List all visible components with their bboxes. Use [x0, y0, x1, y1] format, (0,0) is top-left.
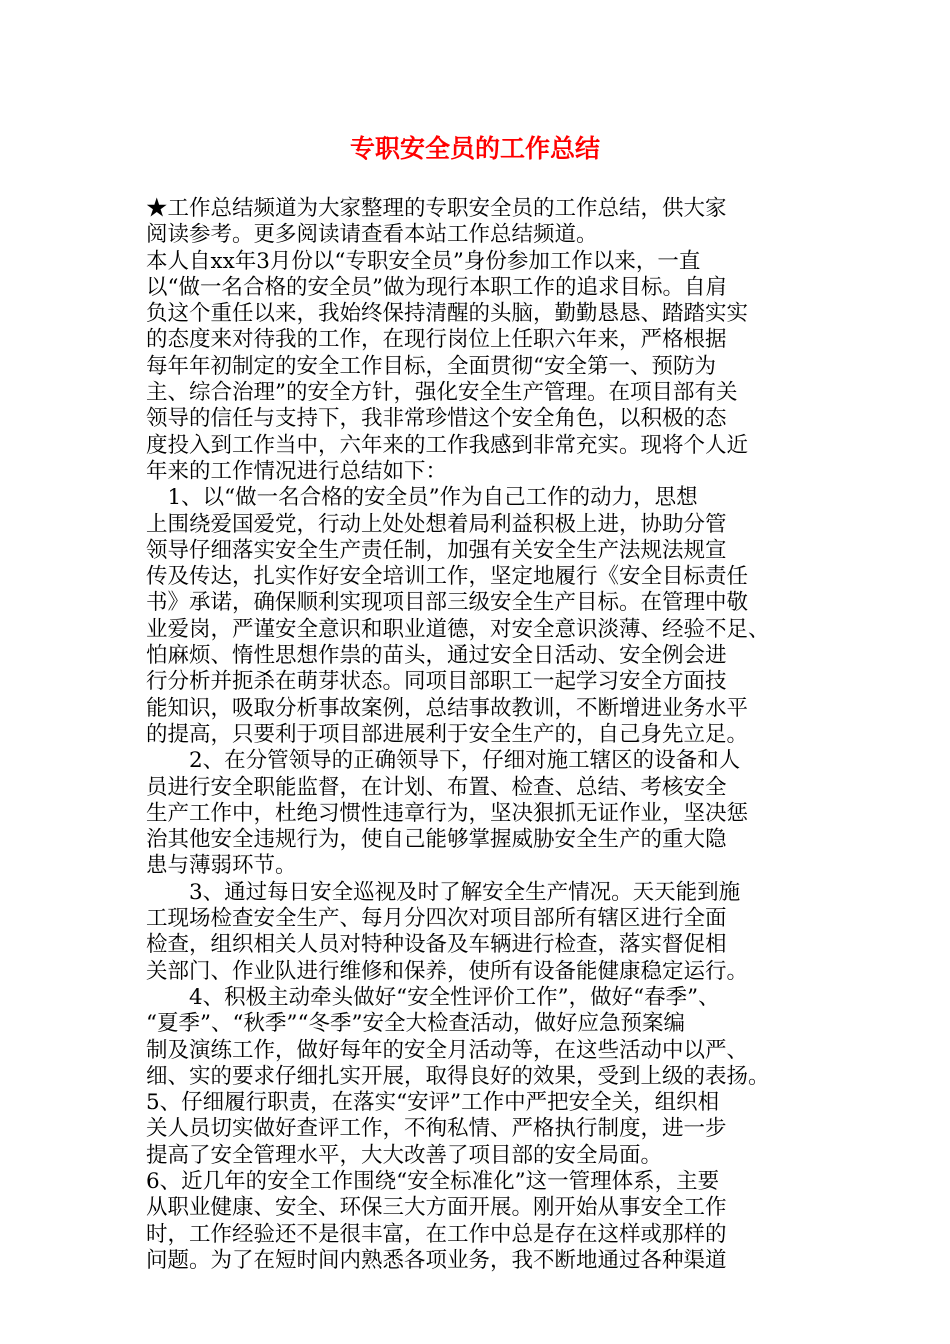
text-line: 6、近几年的安全工作围绕“安全标准化”这一管理体系，主要	[146, 1168, 720, 1194]
text-line: 领导仔细落实安全生产责任制，加强有关安全生产法规法规宣	[146, 537, 727, 563]
text-line: 提高了安全管理水平，大大改善了项目部的安全局面。	[146, 1142, 663, 1168]
text-line: 生产工作中，杜绝习惯性违章行为，坚决狠抓无证作业，坚决惩	[146, 800, 749, 826]
text-line: 怕麻烦、惰性思想作祟的苗头，通过安全日活动、安全例会进	[146, 643, 727, 669]
text-line: 细、实的要求仔细扎实开展，取得良好的效果，受到上级的表扬。	[146, 1063, 770, 1089]
text-line: 上围绕爱国爱党，行动上处处想着局利益积极上进，协助分管	[146, 511, 727, 537]
text-line: 阅读参考。更多阅读请查看本站工作总结频道。	[146, 222, 598, 248]
text-line: 检查，组织相关人员对特种设备及车辆进行检查，落实督促相	[146, 932, 727, 958]
document-body	[146, 196, 816, 1274]
text-line: 以“做一名合格的安全员”做为现行本职工作的追求目标。自肩	[146, 274, 727, 300]
text-line: 每年年初制定的安全工作目标，全面贯彻“安全第一、预防为	[146, 353, 716, 379]
text-line: 2、在分管领导的正确领导下，仔细对施工辖区的设备和人	[146, 748, 741, 774]
text-line: 行分析并扼杀在萌芽状态。同项目部职工一起学习安全方面技	[146, 669, 727, 695]
text-line: 领导的信任与支持下，我非常珍惜这个安全角色，以积极的态	[146, 406, 727, 432]
text-line: 5、仔细履行职责，在落实“安评”工作中严把安全关，组织相	[146, 1090, 720, 1116]
text-line: 从职业健康、安全、环保三大方面开展。刚开始从事安全工作	[146, 1195, 727, 1221]
text-line: 负这个重任以来，我始终保持清醒的头脑，勤勤恳恳、踏踏实实	[146, 301, 749, 327]
text-line: 能知识，吸取分析事故案例，总结事故教训，不断增进业务水平	[146, 695, 749, 721]
text-line: 治其他安全违规行为，使自己能够掌握威胁安全生产的重大隐	[146, 827, 727, 853]
text-line: 业爱岗，严谨安全意识和职业道德，对安全意识淡薄、经验不足、	[146, 616, 770, 642]
text-line: 传及传达，扎实作好安全培训工作，坚定地履行《安全目标责任	[146, 564, 749, 590]
text-line: 度投入到工作当中，六年来的工作我感到非常充实。现将个人近	[146, 432, 749, 458]
text-line: 1、以“做一名合格的安全员”作为自己工作的动力，思想	[146, 485, 698, 511]
text-line: ★工作总结频道为大家整理的专职安全员的工作总结，供大家	[146, 196, 727, 221]
text-line: 制及演练工作，做好每年的安全月活动等，在这些活动中以严、	[146, 1037, 749, 1063]
text-line: 4、积极主动牵头做好“安全性评价工作”，做好“春季”、	[146, 984, 720, 1010]
text-line: 的态度来对待我的工作，在现行岗位上任职六年来，严格根据	[146, 327, 727, 353]
text-line: 3、通过每日安全巡视及时了解安全生产情况。天天能到施	[146, 879, 741, 905]
text-line: 书》承诺，确保顺利实现项目部三级安全生产目标。在管理中敬	[146, 590, 749, 616]
text-line: 关部门、作业队进行维修和保养，使所有设备能健康稳定运行。	[146, 958, 749, 984]
text-line: 本人自xx年3月份以“专职安全员”身份参加工作以来，一直	[146, 248, 701, 274]
document-title: 专职安全员的工作总结	[349, 134, 600, 163]
text-line: 患与薄弱环节。	[146, 853, 297, 879]
text-line: 的提高，只要利于项目部进展利于安全生产的，自己身先立足。	[146, 721, 749, 747]
text-line: 问题。为了在短时间内熟悉各项业务，我不断地通过各种渠道	[146, 1247, 727, 1273]
text-line: 员进行安全职能监督，在计划、布置、检查、总结、考核安全	[146, 774, 727, 800]
text-line: 关人员切实做好查评工作，不徇私情、严格执行制度，进一步	[146, 1116, 727, 1142]
text-line: 年来的工作情况进行总结如下：	[146, 458, 448, 484]
text-line: “夏季”、“秋季”“冬季”安全大检查活动，做好应急预案编	[146, 1011, 685, 1037]
text-line: 时，工作经验还不是很丰富，在工作中总是存在这样或那样的	[146, 1221, 727, 1247]
text-line: 工现场检查安全生产、每月分四次对项目部所有辖区进行全面	[146, 906, 727, 932]
text-line: 主、综合治理”的安全方针，强化安全生产管理。在项目部有关	[146, 380, 738, 406]
